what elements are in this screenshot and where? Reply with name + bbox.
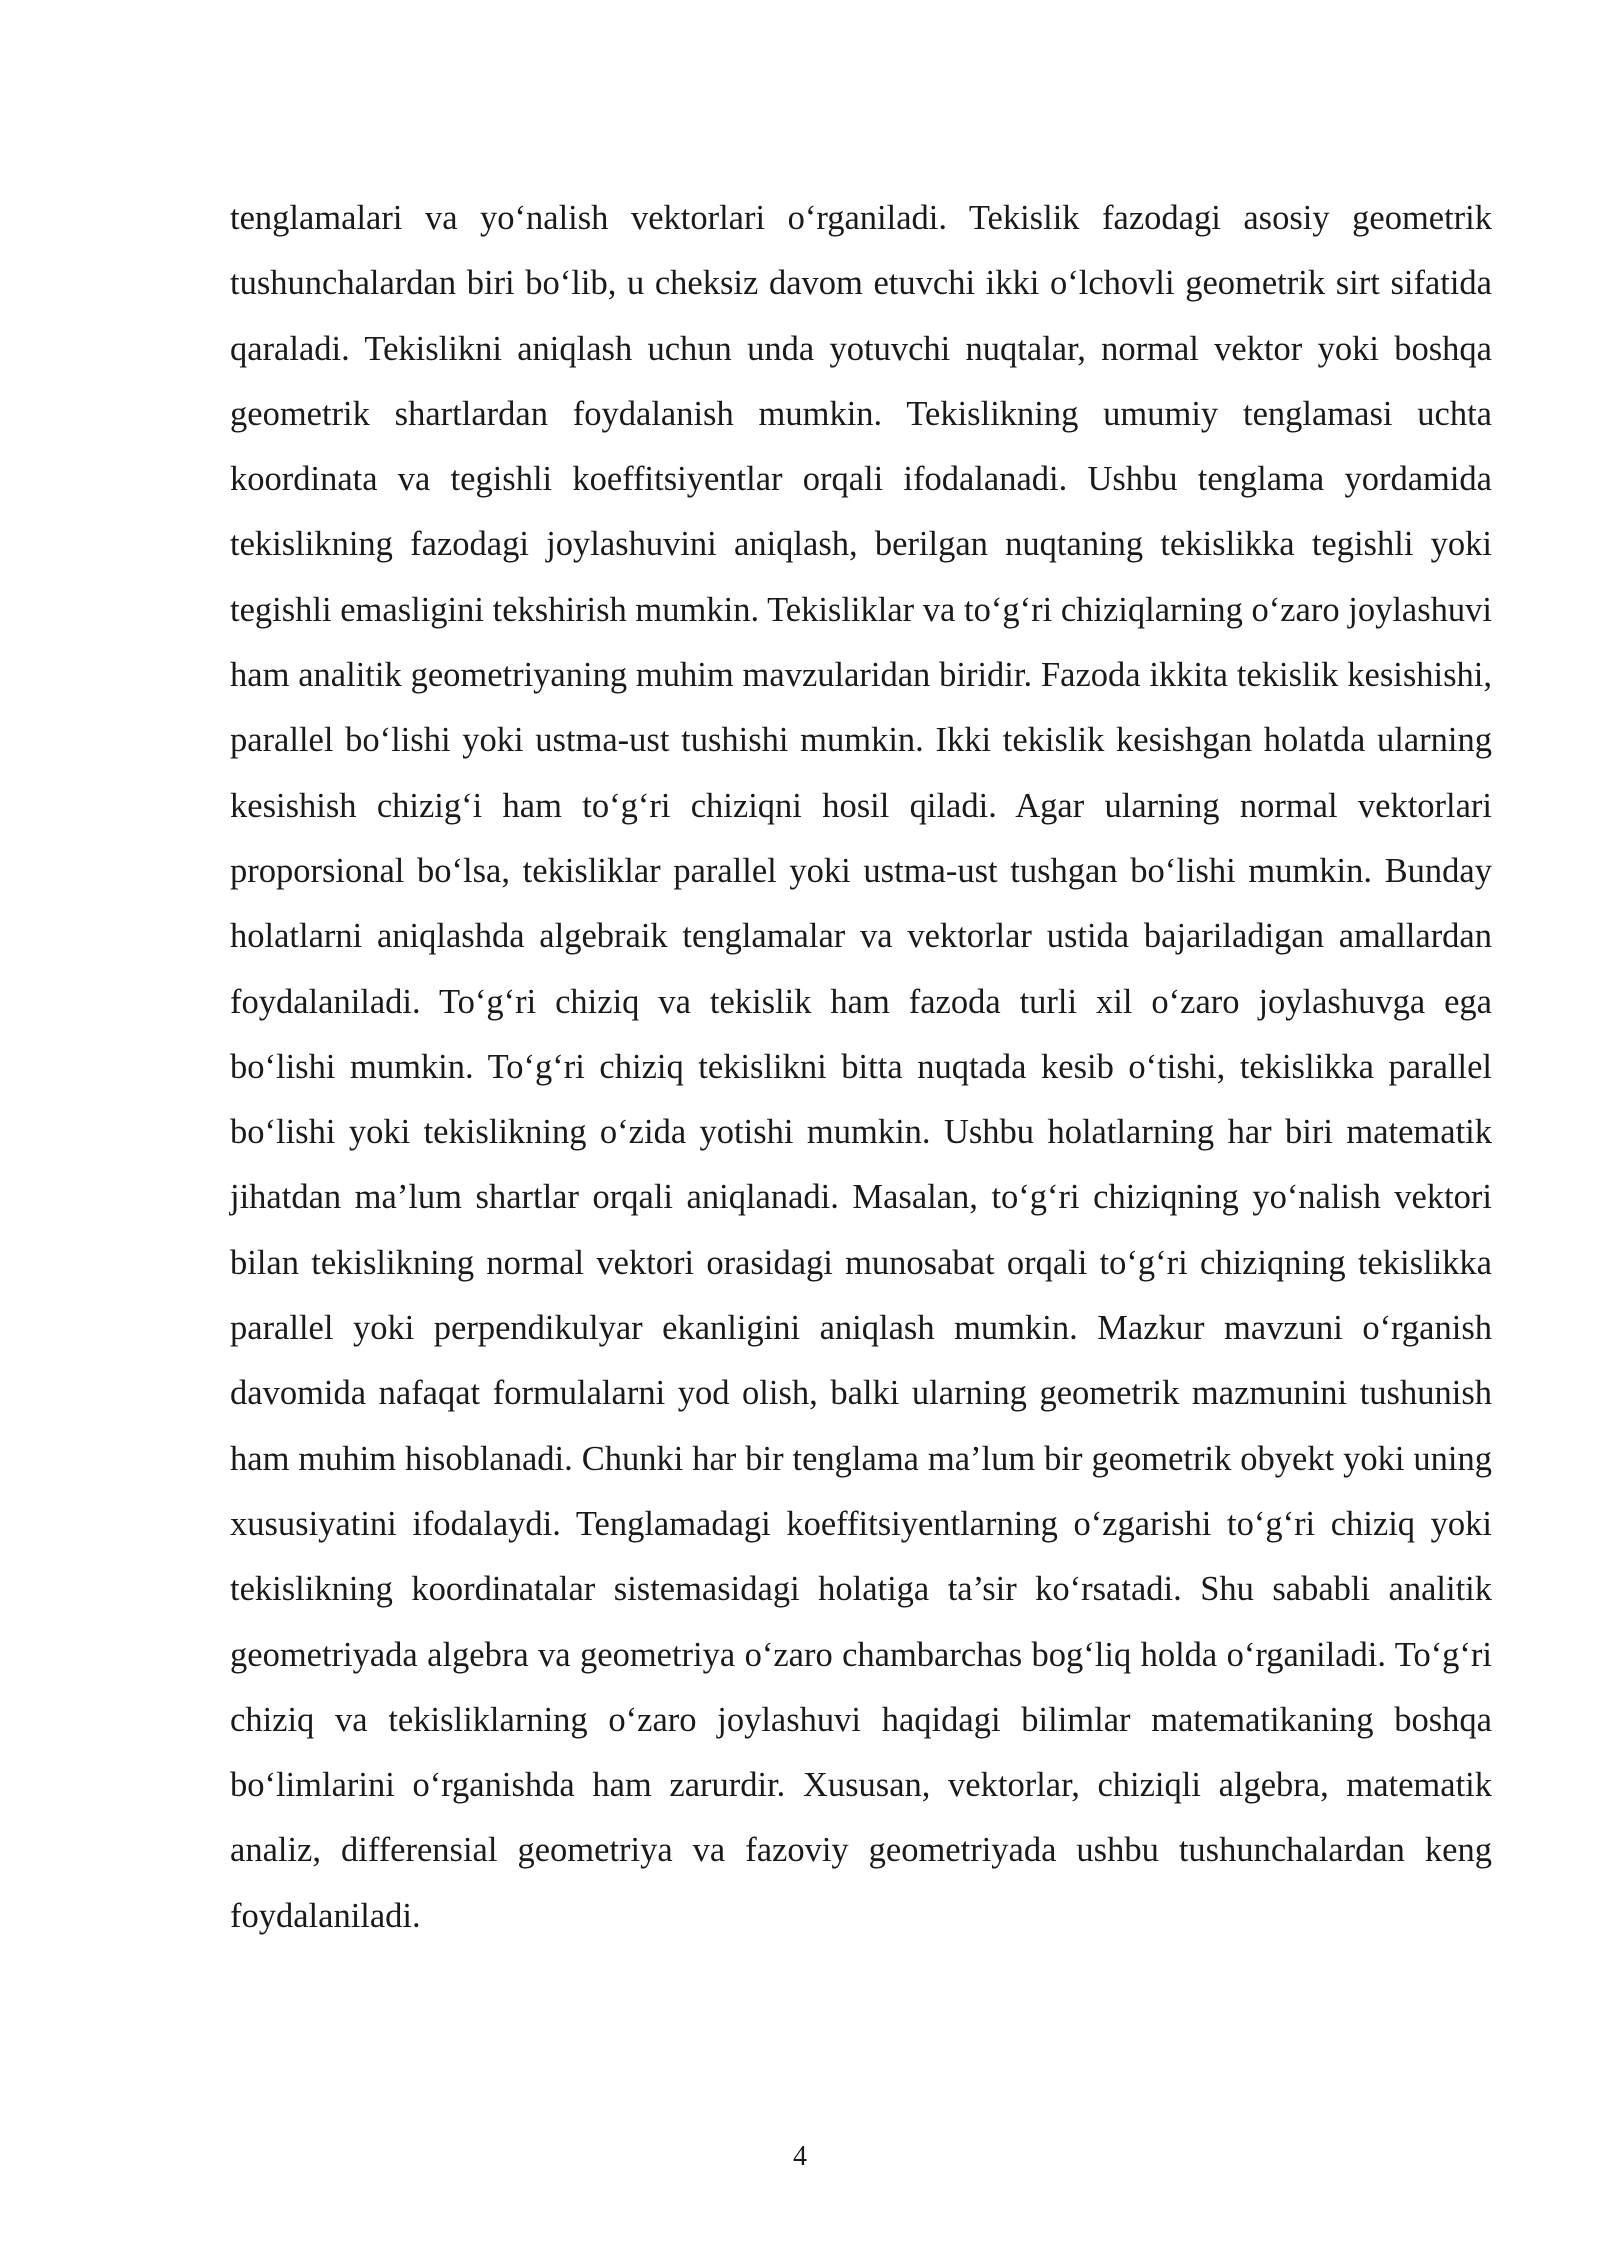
page-number: 4 xyxy=(793,2141,807,2172)
body-paragraph: tenglamalari va yo‘nalish vektorlari o‘rganiladi. Tekislik fazodagi asosiy geometrik tushunchalardan biri bo‘lib, u cheksiz davom etuvchi ikki o‘lchovli geometrik sirt sifatida qaraladi. Tekislikni aniqlash uchun unda yotuvchi nuqtalar, normal vektor yoki boshqa geometrik shartlardan foydalanish mumkin. Tekislikning umumiy tenglamasi uchta koordinata va tegishli koeffitsiyentlar orqali ifodalanadi. Ushbu tenglama yordamida tekislikning fazodagi joylashuvini aniqlash, berilgan nuqtaning tekislikka tegishli yoki tegishli emasligini tekshirish mumkin. Tekisliklar va to‘g‘ri chiziqlarning o‘zaro joylashuvi ham analitik geometriyaning muhim mavzularidan biridir. Fazoda ikkita tekislik kesishishi, parallel bo‘lishi yoki ustma-ust tushishi mumkin. Ikki tekislik kesishgan holatda ularning kesishish chizig‘i ham to‘g‘ri chiziqni hosil qiladi. Agar ularning normal vektorlari proporsional bo‘lsa, tekisliklar parallel yoki ustma-ust tushgan bo‘lishi mumkin. Bunday holatlarni aniqlashda algebraik tenglamalar va vektorlar ustida bajariladigan amallardan foydalaniladi. To‘g‘ri chiziq va tekislik ham fazoda turli xil o‘zaro joylashuvga ega bo‘lishi mumkin. To‘g‘ri chiziq tekislikni bitta nuqtada kesib o‘tishi, tekislikka parallel bo‘lishi yoki tekislikning o‘zida yotishi mumkin. Ushbu holatlarning har biri matematik jihatdan ma’lum shartlar orqali aniqlanadi. Masalan, to‘g‘ri chiziqning yo‘nalish vektori bilan tekislikning normal vektori orasidagi munosabat orqali to‘g‘ri chiziqning tekislikka parallel yoki perpendikulyar ekanligini aniqlash mumkin. Mazkur mavzuni o‘rganish davomida nafaqat formulalarni yod olish, balki ularning geometrik mazmunini tushunish ham muhim hisoblanadi. Chunki har bir tenglama ma’lum bir geometrik obyekt yoki uning xususiyatini ifodalaydi. Tenglamadagi koeffitsiyentlarning o‘zgarishi to‘g‘ri chiziq yoki tekislikning koordinatalar sistemasidagi holatiga ta’sir ko‘rsatadi. Shu sababli analitik geometriyada algebra va geometriya o‘zaro chambarchas bog‘liq holda o‘rganiladi. To‘g‘ri chiziq va tekisliklarning o‘zaro joylashuvi haqidagi bilimlar matematikaning boshqa bo‘limlarini o‘rganishda ham zarurdir. Xususan, vektorlar, chiziqli algebra, matematik analiz, differensial geometriya va fazoviy geometriyada ushbu tushunchalardan keng foydalaniladi. xyxy=(230,199,1492,1935)
